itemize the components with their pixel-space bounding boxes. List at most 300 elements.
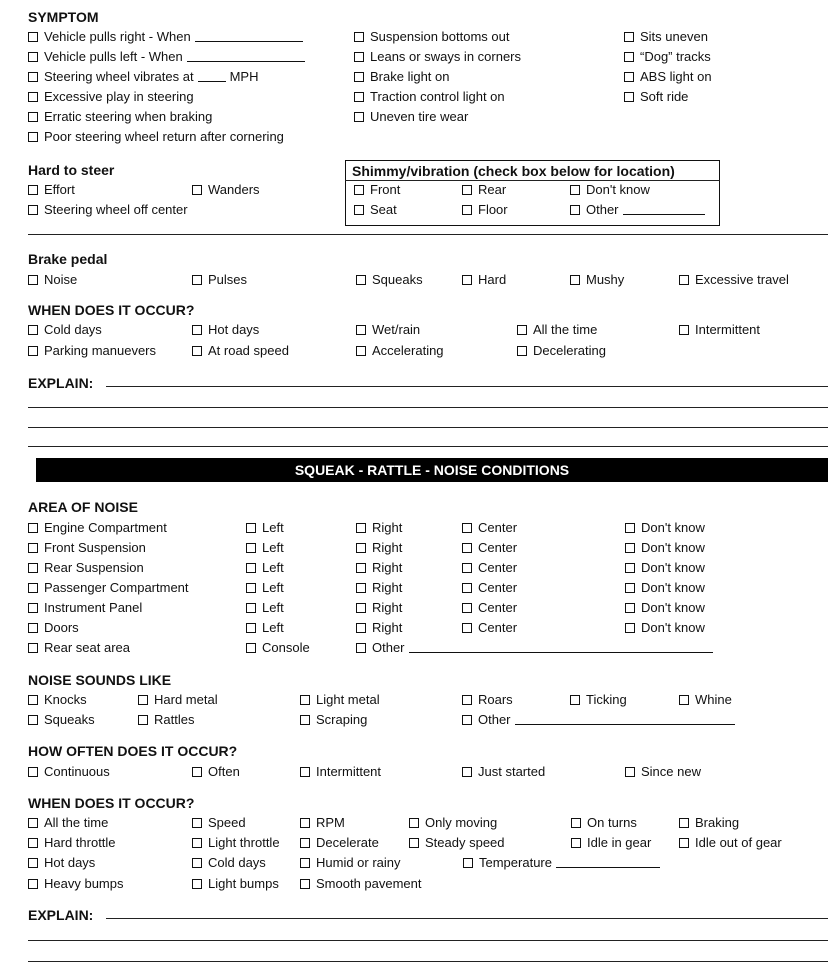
checkbox-icon[interactable] (28, 563, 38, 573)
checkbox-icon[interactable] (28, 715, 38, 725)
label: Center (478, 540, 518, 555)
checkbox-soft-ride[interactable] (624, 89, 688, 104)
checkbox-icon[interactable] (356, 583, 366, 593)
label: Floor (478, 202, 508, 217)
checkbox-rear-seat[interactable] (28, 640, 130, 655)
checkbox-hard[interactable] (462, 272, 506, 287)
checkbox-braking[interactable] (679, 815, 739, 830)
checkbox-left[interactable] (246, 560, 284, 575)
checkbox-icon[interactable] (679, 275, 689, 285)
checkbox-icon[interactable] (570, 185, 580, 195)
checkbox-ticking[interactable] (570, 692, 627, 707)
checkbox-icon[interactable] (625, 767, 635, 777)
checkbox-icon[interactable] (625, 583, 635, 593)
checkbox-icon[interactable] (28, 879, 38, 889)
checkbox-icon[interactable] (462, 715, 472, 725)
checkbox-scraping[interactable] (300, 712, 367, 727)
checkbox-poor-return[interactable] (28, 129, 284, 144)
checkbox-icon[interactable] (462, 523, 472, 533)
checkbox-icon[interactable] (300, 879, 310, 889)
label: Front Suspension (44, 540, 146, 555)
checkbox-off-center[interactable] (28, 202, 188, 217)
label: Console (262, 640, 310, 655)
section-title-how-often: HOW OFTEN DOES IT OCCUR? (28, 743, 238, 759)
checkbox-icon[interactable] (192, 346, 202, 356)
checkbox-center[interactable] (462, 520, 517, 535)
checkbox-center[interactable] (462, 540, 517, 555)
checkbox-icon[interactable] (138, 695, 148, 705)
checkbox-right[interactable] (356, 560, 402, 575)
checkbox-icon[interactable] (138, 715, 148, 725)
checkbox-console[interactable] (246, 640, 310, 655)
checkbox-icon[interactable] (246, 623, 256, 633)
checkbox-icon[interactable] (28, 185, 38, 195)
explain-line[interactable] (106, 918, 828, 919)
checkbox-area-row[interactable] (28, 600, 142, 615)
checkbox-icon[interactable] (517, 325, 527, 335)
checkbox-area-row[interactable] (28, 560, 144, 575)
checkbox-floor[interactable] (462, 202, 508, 217)
label: Don't know (641, 620, 705, 635)
label: Speed (208, 815, 246, 830)
fill-line[interactable] (623, 204, 705, 215)
checkbox-icon[interactable] (624, 92, 634, 102)
checkbox-icon[interactable] (462, 275, 472, 285)
checkbox-icon[interactable] (192, 325, 202, 335)
checkbox-icon[interactable] (246, 583, 256, 593)
label: Left (262, 560, 284, 575)
label: Excessive play in steering (44, 89, 194, 104)
checkbox-icon[interactable] (300, 767, 310, 777)
checkbox-icon[interactable] (300, 838, 310, 848)
checkbox-icon[interactable] (246, 563, 256, 573)
checkbox-suspension-bottoms[interactable] (354, 29, 509, 44)
checkbox-mushy[interactable] (570, 272, 624, 287)
checkbox-icon[interactable] (28, 92, 38, 102)
checkbox-cold-days[interactable] (28, 322, 102, 337)
checkbox-icon[interactable] (356, 563, 366, 573)
checkbox-accelerating[interactable] (356, 343, 444, 358)
checkbox-decelerating[interactable] (517, 343, 606, 358)
checkbox-other[interactable] (356, 640, 713, 655)
section-title-shimmy: Shimmy/vibration (check box below for location) (352, 163, 675, 179)
checkbox-icon[interactable] (300, 715, 310, 725)
label: Whine (695, 692, 732, 707)
checkbox-center[interactable] (462, 620, 517, 635)
checkbox-idle-out-of-gear[interactable] (679, 835, 782, 850)
checkbox-icon[interactable] (571, 818, 581, 828)
checkbox-all-the-time[interactable] (28, 815, 108, 830)
checkbox-area-row[interactable] (28, 540, 146, 555)
checkbox-dont-know[interactable] (625, 600, 705, 615)
checkbox-roars[interactable] (462, 692, 513, 707)
label: Don't know (586, 182, 650, 197)
checkbox-icon[interactable] (679, 838, 689, 848)
checkbox-hot-days[interactable] (192, 322, 259, 337)
fill-line[interactable] (556, 857, 660, 868)
label: ABS light on (640, 69, 712, 84)
checkbox-other[interactable] (570, 202, 705, 217)
label: Uneven tire wear (370, 109, 469, 124)
checkbox-wet-rain[interactable] (356, 322, 420, 337)
label: Right (372, 620, 403, 635)
checkbox-steady-speed[interactable] (409, 835, 505, 850)
checkbox-icon[interactable] (462, 205, 472, 215)
checkbox-excessive-travel[interactable] (679, 272, 789, 287)
checkbox-center[interactable] (462, 580, 517, 595)
explain-line[interactable] (106, 386, 828, 387)
checkbox-temperature[interactable] (463, 855, 660, 870)
checkbox-icon[interactable] (356, 623, 366, 633)
checkbox-icon[interactable] (570, 275, 580, 285)
checkbox-icon[interactable] (28, 818, 38, 828)
section-title-brake-pedal: Brake pedal (28, 251, 108, 267)
label: Steady speed (425, 835, 505, 850)
checkbox-rattles[interactable] (138, 712, 194, 727)
label: Right (372, 600, 403, 615)
checkbox-icon[interactable] (28, 275, 38, 285)
label: Light throttle (208, 835, 280, 850)
checkbox-icon[interactable] (300, 818, 310, 828)
checkbox-pulses[interactable] (192, 272, 247, 287)
label: Left (262, 600, 284, 615)
checkbox-rear[interactable] (462, 182, 506, 197)
checkbox-excessive-play[interactable] (28, 89, 194, 104)
checkbox-icon[interactable] (354, 185, 364, 195)
checkbox-icon[interactable] (28, 695, 38, 705)
checkbox-area-row[interactable] (28, 580, 189, 595)
shimmy-divider (345, 180, 720, 181)
checkbox-icon[interactable] (570, 695, 580, 705)
section-title-when-occur-2: WHEN DOES IT OCCUR? (28, 795, 195, 811)
checkbox-sits-uneven[interactable] (624, 29, 708, 44)
checkbox-icon[interactable] (462, 767, 472, 777)
checkbox-icon[interactable] (28, 325, 38, 335)
checkbox-center[interactable] (462, 600, 517, 615)
label: Since new (641, 764, 701, 779)
checkbox-rpm[interactable] (300, 815, 345, 830)
checkbox-decelerate[interactable] (300, 835, 379, 850)
checkbox-dont-know[interactable] (570, 182, 650, 197)
label: On turns (587, 815, 637, 830)
checkbox-left[interactable] (246, 580, 284, 595)
label: Erratic steering when braking (44, 109, 213, 124)
checkbox-icon[interactable] (625, 603, 635, 613)
checkbox-front[interactable] (354, 182, 400, 197)
label: Center (478, 520, 518, 535)
checkbox-right[interactable] (356, 600, 402, 615)
checkbox-icon[interactable] (356, 275, 366, 285)
checkbox-icon[interactable] (462, 695, 472, 705)
checkbox-icon[interactable] (462, 583, 472, 593)
checkbox-icon[interactable] (625, 523, 635, 533)
checkbox-icon[interactable] (356, 346, 366, 356)
checkbox-icon[interactable] (28, 767, 38, 777)
checkbox-icon[interactable] (571, 838, 581, 848)
label: Right (372, 560, 403, 575)
label: Left (262, 520, 284, 535)
checkbox-left[interactable] (246, 620, 284, 635)
checkbox-smooth-pavement[interactable] (300, 876, 422, 891)
checkbox-icon[interactable] (28, 583, 38, 593)
checkbox-icon[interactable] (28, 205, 38, 215)
label: Soft ride (640, 89, 689, 104)
checkbox-intermittent[interactable] (300, 764, 381, 779)
label: Left (262, 540, 284, 555)
checkbox-on-turns[interactable] (571, 815, 637, 830)
checkbox-knocks[interactable] (28, 692, 87, 707)
checkbox-cold-days[interactable] (192, 855, 266, 870)
checkbox-idle-in-gear[interactable] (571, 835, 651, 850)
section-divider (28, 234, 828, 235)
checkbox-icon[interactable] (246, 523, 256, 533)
label: Don't know (641, 560, 705, 575)
label: Just started (478, 764, 546, 779)
checkbox-hard-throttle[interactable] (28, 835, 116, 850)
checkbox-left[interactable] (246, 540, 284, 555)
checkbox-dont-know[interactable] (625, 520, 705, 535)
checkbox-icon[interactable] (517, 346, 527, 356)
checkbox-heavy-bumps[interactable] (28, 876, 123, 891)
checkbox-traction-light[interactable] (354, 89, 505, 104)
checkbox-icon[interactable] (462, 543, 472, 553)
checkbox-icon[interactable] (192, 185, 202, 195)
checkbox-icon[interactable] (462, 623, 472, 633)
checkbox-icon[interactable] (246, 603, 256, 613)
checkbox-abs-light[interactable] (624, 69, 712, 84)
checkbox-icon[interactable] (28, 523, 38, 533)
checkbox-other[interactable] (462, 712, 735, 727)
checkbox-icon[interactable] (356, 603, 366, 613)
checkbox-icon[interactable] (28, 32, 38, 42)
checkbox-light-metal[interactable] (300, 692, 380, 707)
checkbox-seat[interactable] (354, 202, 397, 217)
checkbox-icon[interactable] (354, 205, 364, 215)
checkbox-icon[interactable] (354, 52, 364, 62)
checkbox-icon[interactable] (28, 72, 38, 82)
checkbox-intermittent[interactable] (679, 322, 760, 337)
fill-line[interactable] (409, 642, 713, 653)
label: Idle out of gear (695, 835, 782, 850)
checkbox-icon[interactable] (28, 858, 38, 868)
section-title-area-of-noise: AREA OF NOISE (28, 499, 138, 515)
checkbox-effort[interactable] (28, 182, 75, 197)
label: Wanders (208, 182, 260, 197)
label: Squeaks (372, 272, 423, 287)
checkbox-icon[interactable] (28, 52, 38, 62)
checkbox-icon[interactable] (679, 695, 689, 705)
checkbox-light-bumps[interactable] (192, 876, 279, 891)
checkbox-left[interactable] (246, 520, 284, 535)
label: Right (372, 540, 403, 555)
section-title-when-occur: WHEN DOES IT OCCUR? (28, 302, 195, 318)
checkbox-only-moving[interactable] (409, 815, 497, 830)
checkbox-area-row[interactable] (28, 520, 167, 535)
checkbox-left[interactable] (246, 600, 284, 615)
explain-line[interactable] (28, 446, 828, 447)
checkbox-brake-light[interactable] (354, 69, 450, 84)
checkbox-speed[interactable] (192, 815, 246, 830)
explain-line[interactable] (28, 427, 828, 428)
checkbox-often[interactable] (192, 764, 240, 779)
checkbox-icon[interactable] (354, 32, 364, 42)
checkbox-icon[interactable] (192, 818, 202, 828)
checkbox-erratic-steering[interactable] (28, 109, 212, 124)
label: Only moving (425, 815, 498, 830)
checkbox-icon[interactable] (28, 346, 38, 356)
label: Squeaks (44, 712, 95, 727)
label: Temperature (479, 855, 552, 870)
checkbox-uneven-tire[interactable] (354, 109, 468, 124)
checkbox-icon[interactable] (462, 185, 472, 195)
checkbox-steering-vibrates[interactable] (28, 69, 258, 84)
checkbox-icon[interactable] (679, 818, 689, 828)
fill-line[interactable] (195, 31, 303, 42)
checkbox-just-started[interactable] (462, 764, 545, 779)
checkbox-right[interactable] (356, 580, 402, 595)
checkbox-since-new[interactable] (625, 764, 701, 779)
checkbox-humid-rainy[interactable] (300, 855, 401, 870)
checkbox-icon[interactable] (354, 92, 364, 102)
checkbox-icon[interactable] (356, 543, 366, 553)
label: Heavy bumps (44, 876, 124, 891)
label: Intermittent (695, 322, 761, 337)
checkbox-icon[interactable] (28, 838, 38, 848)
checkbox-continuous[interactable] (28, 764, 110, 779)
section-title-sounds-like: NOISE SOUNDS LIKE (28, 672, 172, 688)
checkbox-dog-tracks[interactable] (624, 49, 711, 64)
checkbox-icon[interactable] (28, 132, 38, 142)
checkbox-icon[interactable] (28, 623, 38, 633)
checkbox-center[interactable] (462, 560, 517, 575)
checkbox-all-the-time[interactable] (517, 322, 597, 337)
label: Passenger Compartment (44, 580, 189, 595)
label: Steering wheel off center (44, 202, 188, 217)
checkbox-dont-know[interactable] (625, 580, 705, 595)
label: Roars (478, 692, 513, 707)
checkbox-area-row[interactable] (28, 620, 79, 635)
checkbox-icon[interactable] (624, 52, 634, 62)
label: Pulses (208, 272, 248, 287)
checkbox-icon[interactable] (246, 543, 256, 553)
checkbox-icon[interactable] (463, 858, 473, 868)
label: Front (370, 182, 401, 197)
label: Knocks (44, 692, 87, 707)
label: Don't know (641, 520, 705, 535)
checkbox-pulls-right[interactable] (28, 29, 303, 44)
checkbox-icon[interactable] (462, 603, 472, 613)
checkbox-dont-know[interactable] (625, 560, 705, 575)
checkbox-icon[interactable] (625, 623, 635, 633)
checkbox-icon[interactable] (192, 275, 202, 285)
label: Light metal (316, 692, 380, 707)
checkbox-icon[interactable] (28, 543, 38, 553)
checkbox-right[interactable] (356, 620, 402, 635)
explain-line[interactable] (28, 961, 828, 962)
checkbox-icon[interactable] (192, 858, 202, 868)
label: RPM (316, 815, 345, 830)
checkbox-icon[interactable] (356, 643, 366, 653)
checkbox-leans-sways[interactable] (354, 49, 521, 64)
mph-label: MPH (229, 69, 259, 84)
label: At road speed (208, 343, 289, 358)
checkbox-icon[interactable] (570, 205, 580, 215)
checkbox-icon[interactable] (462, 563, 472, 573)
checkbox-dont-know[interactable] (625, 620, 705, 635)
checkbox-right[interactable] (356, 520, 402, 535)
checkbox-hot-days[interactable] (28, 855, 95, 870)
checkbox-icon[interactable] (28, 603, 38, 613)
checkbox-pulls-left[interactable] (28, 49, 305, 64)
checkbox-whine[interactable] (679, 692, 732, 707)
checkbox-icon[interactable] (28, 112, 38, 122)
checkbox-road-speed[interactable] (192, 343, 289, 358)
label: Traction control light on (370, 89, 505, 104)
checkbox-icon[interactable] (300, 858, 310, 868)
checkbox-icon[interactable] (192, 767, 202, 777)
checkbox-icon[interactable] (409, 838, 419, 848)
label: Rear Suspension (44, 560, 144, 575)
label: All the time (533, 322, 598, 337)
checkbox-icon[interactable] (624, 72, 634, 82)
label: Often (208, 764, 240, 779)
label: Rear (478, 182, 507, 197)
checkbox-dont-know[interactable] (625, 540, 705, 555)
checkbox-squeaks[interactable] (356, 272, 423, 287)
checkbox-icon[interactable] (354, 72, 364, 82)
label: Don't know (641, 580, 705, 595)
checkbox-icon[interactable] (354, 112, 364, 122)
fill-line[interactable] (187, 51, 305, 62)
label: Continuous (44, 764, 110, 779)
checkbox-icon[interactable] (625, 543, 635, 553)
label: Right (372, 580, 403, 595)
fill-line[interactable] (198, 71, 226, 82)
checkbox-icon[interactable] (28, 643, 38, 653)
checkbox-wanders[interactable] (192, 182, 260, 197)
checkbox-squeaks[interactable] (28, 712, 95, 727)
checkbox-icon[interactable] (356, 325, 366, 335)
checkbox-icon[interactable] (246, 643, 256, 653)
checkbox-parking[interactable] (28, 343, 156, 358)
explain-line[interactable] (28, 940, 828, 941)
label: Steering wheel vibrates at (44, 69, 194, 84)
label: Hot days (208, 322, 260, 337)
label: Humid or rainy (316, 855, 401, 870)
explain-line[interactable] (28, 407, 828, 408)
checkbox-icon[interactable] (624, 32, 634, 42)
fill-line[interactable] (515, 714, 735, 725)
checkbox-icon[interactable] (409, 818, 419, 828)
checkbox-icon[interactable] (356, 523, 366, 533)
checkbox-icon[interactable] (192, 838, 202, 848)
label: Other (586, 202, 619, 217)
label: Hard (478, 272, 507, 287)
checkbox-noise[interactable] (28, 272, 77, 287)
label: Parking manuevers (44, 343, 156, 358)
checkbox-right[interactable] (356, 540, 402, 555)
checkbox-icon[interactable] (625, 563, 635, 573)
label: Excessive travel (695, 272, 789, 287)
checkbox-light-throttle[interactable] (192, 835, 280, 850)
checkbox-icon[interactable] (192, 879, 202, 889)
checkbox-icon[interactable] (300, 695, 310, 705)
checkbox-icon[interactable] (679, 325, 689, 335)
label: Wet/rain (372, 322, 421, 337)
label: Don't know (641, 540, 705, 555)
checkbox-hard-metal[interactable] (138, 692, 218, 707)
label: Sits uneven (640, 29, 708, 44)
